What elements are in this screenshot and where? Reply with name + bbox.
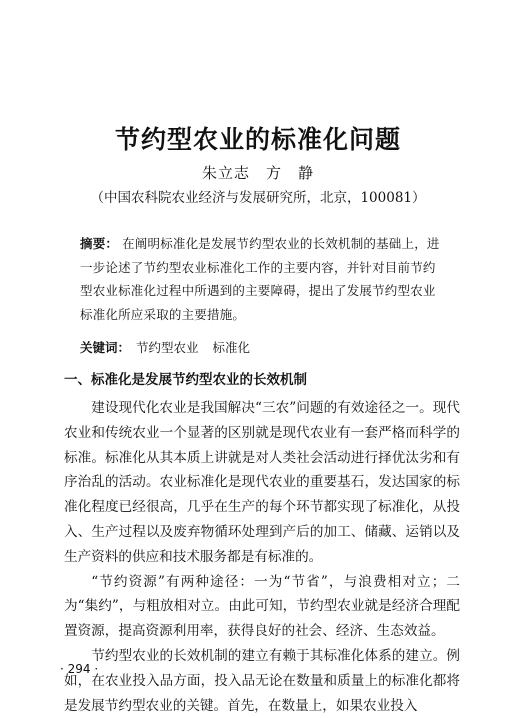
affiliation: （中国农科院农业经济与发展研究所，北京，100081） (90, 190, 426, 206)
page-number: · 294 · (60, 662, 99, 676)
keywords (80, 338, 440, 356)
paragraph: 建设现代化农业是我国解决“三农”问题的有效途径之一。现代农业和传统农业一个显著的区别就是现代农业有一套严格而科学的标准。标准化从其本质上讲就是对人类社会活动进行择优汰劣和有序治乱的活动。农业标准化是现代农业的重要基石，发达国家的标准化程度已经很高，几乎在生产的每个环节都实现了标准化，从投入、生产过程以及废弃物循环处理到产后的加工、储藏、运销以及生产资料的供应和技术服务都是有标准的。 (64, 400, 460, 565)
keyword-item: 节约型农业 (136, 340, 199, 355)
abstract-label: 摘要： (80, 236, 119, 251)
section-heading: 一、标准化是发展节约型农业的长效机制 (64, 372, 307, 388)
abstract (80, 232, 440, 326)
paragraph: 节约型农业的长效机制的建立有赖于其标准化体系的建立。例如，在农业投入品方面，投入品无论在数量和质量上的标准化都将是发展节约型农业的关键。首先，在数量上，如果农业投入 (64, 647, 460, 714)
paragraph: “节约资源”有两种途径：一为“节省”，与浪费相对立；二为“集约”，与粗放相对立。由此可知，节约型农业就是经济合理配置资源，提高资源利用率，获得良好的社会、经济、生态效益。 (64, 573, 460, 640)
authors: 朱立志 方 静 (201, 164, 314, 182)
abstract-paragraph (80, 232, 440, 326)
keyword-item: 标准化 (212, 340, 251, 355)
abstract-text: 在阐明标准化是发展节约型农业的长效机制的基础上，进一步论述了节约型农业标准化工作的主要内容，并针对目前节约型农业标准化过程中所遇到的主要障碍，提出了发展节约型农业标准化所应采取的主要措施。 (80, 236, 440, 322)
body-text (64, 396, 460, 718)
article-title: 节约型农业的标准化问题 (114, 125, 401, 154)
keywords-label: 关键词： (80, 340, 131, 355)
